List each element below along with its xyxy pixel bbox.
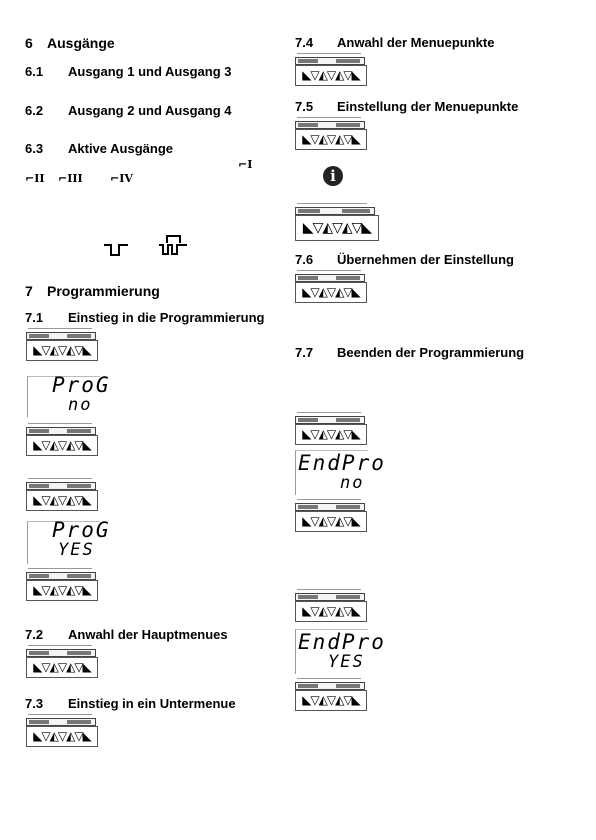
heading-7-1	[25, 310, 265, 325]
keypad: ◣▽◭▽◭▽◣	[26, 490, 98, 511]
keypad: ◣▽◭▽◭▽◣	[295, 282, 367, 303]
heading-title: Programmierung	[47, 283, 160, 299]
keypad: ◣▽◭▽◭▽◣	[295, 601, 367, 622]
heading-number: 6.3	[25, 141, 44, 156]
output-3-icon: ⌐III	[58, 172, 83, 185]
key-panel	[295, 115, 365, 149]
lcd-bar	[295, 503, 365, 511]
display-prog-no	[27, 373, 111, 417]
heading-number: 7.6	[295, 252, 314, 267]
display-endpro-no	[295, 450, 386, 495]
lcd-bar	[295, 274, 365, 282]
led-labels	[28, 712, 94, 717]
heading-7	[25, 283, 160, 299]
key-panel	[295, 410, 365, 444]
key-panel	[26, 421, 96, 455]
lcd-bar	[295, 682, 365, 690]
display-endpro-yes	[295, 629, 386, 674]
heading-6-1	[25, 64, 232, 79]
display-line-2: YES	[328, 652, 365, 672]
info-icon: i	[323, 166, 343, 186]
led-labels	[297, 497, 363, 502]
heading-number: 7.5	[295, 99, 314, 114]
heading-title: Einstellung der Menuepunkte	[337, 99, 519, 114]
keypad: ◣▽◭▽◭▽◣	[295, 424, 367, 445]
led-labels	[297, 268, 363, 273]
display-line-2: no	[68, 395, 93, 415]
heading-7-2	[25, 627, 228, 642]
lcd-bar	[26, 718, 96, 726]
key-panel	[295, 497, 365, 531]
lcd-bar	[295, 416, 365, 424]
heading-title: Anwahl der Hauptmenues	[68, 627, 228, 642]
heading-title: Einstieg in ein Untermenue	[68, 696, 236, 711]
lcd-bar	[295, 121, 365, 129]
keypad: ◣▽◭▽◭▽◣	[26, 657, 98, 678]
heading-7-6	[295, 252, 514, 267]
key-panel	[26, 712, 96, 746]
key-panel	[295, 201, 377, 235]
keypad: ◣▽◭▽◭▽◣	[26, 726, 98, 747]
led-labels	[28, 566, 94, 571]
keypad: ◣▽◭▽◭▽◣	[26, 580, 98, 601]
key-panel	[295, 676, 365, 710]
heading-7-4	[295, 35, 495, 50]
heading-number: 6.1	[25, 64, 44, 79]
lcd-bar	[26, 572, 96, 580]
lcd-bar	[26, 649, 96, 657]
display-prog-yes	[27, 518, 111, 564]
heading-7-3	[25, 696, 236, 711]
keypad: ◣▽◭▽◭▽◣	[295, 511, 367, 532]
display-line-2: YES	[58, 540, 95, 560]
heading-number: 6	[25, 35, 33, 51]
led-labels	[297, 115, 363, 120]
lcd-bar	[26, 332, 96, 340]
heading-number: 7.1	[25, 310, 44, 325]
heading-title: Übernehmen der Einstellung	[337, 252, 514, 267]
heading-6-2	[25, 103, 232, 118]
key-panel	[26, 326, 96, 360]
lcd-bar	[26, 482, 96, 490]
key-panel	[295, 587, 365, 621]
heading-7-7	[295, 345, 525, 360]
heading-title: Aktive Ausgänge	[68, 141, 173, 156]
led-labels	[28, 476, 94, 481]
heading-title: Ausgänge	[47, 35, 115, 51]
heading-number: 7.3	[25, 696, 44, 711]
display-line-1: EndPro	[298, 451, 386, 475]
heading-6	[25, 35, 115, 51]
keypad: ◣▽◭▽◭▽◣	[295, 65, 367, 86]
heading-title: Beenden der Programmierung	[337, 345, 525, 360]
heading-title: Anwahl der Menuepunkte	[337, 35, 495, 50]
heading-6-3	[25, 141, 173, 156]
lcd-bar	[295, 207, 375, 215]
keypad: ◣▽◭▽◭▽◣	[26, 340, 98, 361]
led-labels	[297, 587, 363, 592]
keypad: ◣▽◭▽◭▽◣	[26, 435, 98, 456]
display-line-1: ProG	[52, 373, 111, 397]
double-pulse-wave-icon	[158, 235, 188, 257]
key-panel	[26, 476, 96, 510]
display-line-2: no	[340, 473, 365, 493]
key-panel	[26, 566, 96, 600]
led-labels	[28, 421, 94, 426]
heading-number: 6.2	[25, 103, 44, 118]
lcd-bar	[295, 593, 365, 601]
keypad: ◣▽◭▽◭▽◣	[295, 690, 367, 711]
led-labels	[297, 201, 363, 206]
display-line-1: ProG	[52, 518, 111, 542]
single-pulse-wave-icon	[103, 243, 129, 257]
heading-title: Ausgang 1 und Ausgang 3	[68, 64, 232, 79]
heading-7-5	[295, 99, 519, 114]
heading-title: Einstieg in die Programmierung	[68, 310, 265, 325]
heading-number: 7.7	[295, 345, 314, 360]
led-labels	[28, 643, 94, 648]
led-labels	[297, 51, 363, 56]
lcd-bar	[295, 57, 365, 65]
heading-number: 7	[25, 283, 33, 299]
led-labels	[28, 326, 94, 331]
display-line-1: EndPro	[298, 630, 386, 654]
keypad: ◣▽◭▽◭▽◣	[295, 129, 367, 150]
heading-number: 7.4	[295, 35, 314, 50]
keypad: ◣▽◭▽◭▽◣	[295, 215, 379, 241]
key-panel	[295, 51, 365, 85]
output-4-icon: ⌐IV	[110, 172, 133, 185]
led-labels	[297, 676, 363, 681]
heading-number: 7.2	[25, 627, 44, 642]
output-2-icon: ⌐II	[25, 172, 45, 185]
led-labels	[297, 410, 363, 415]
key-panel	[295, 268, 365, 302]
output-1-icon: ⌐I	[238, 158, 253, 171]
lcd-bar	[26, 427, 96, 435]
heading-title: Ausgang 2 und Ausgang 4	[68, 103, 232, 118]
key-panel	[26, 643, 96, 677]
